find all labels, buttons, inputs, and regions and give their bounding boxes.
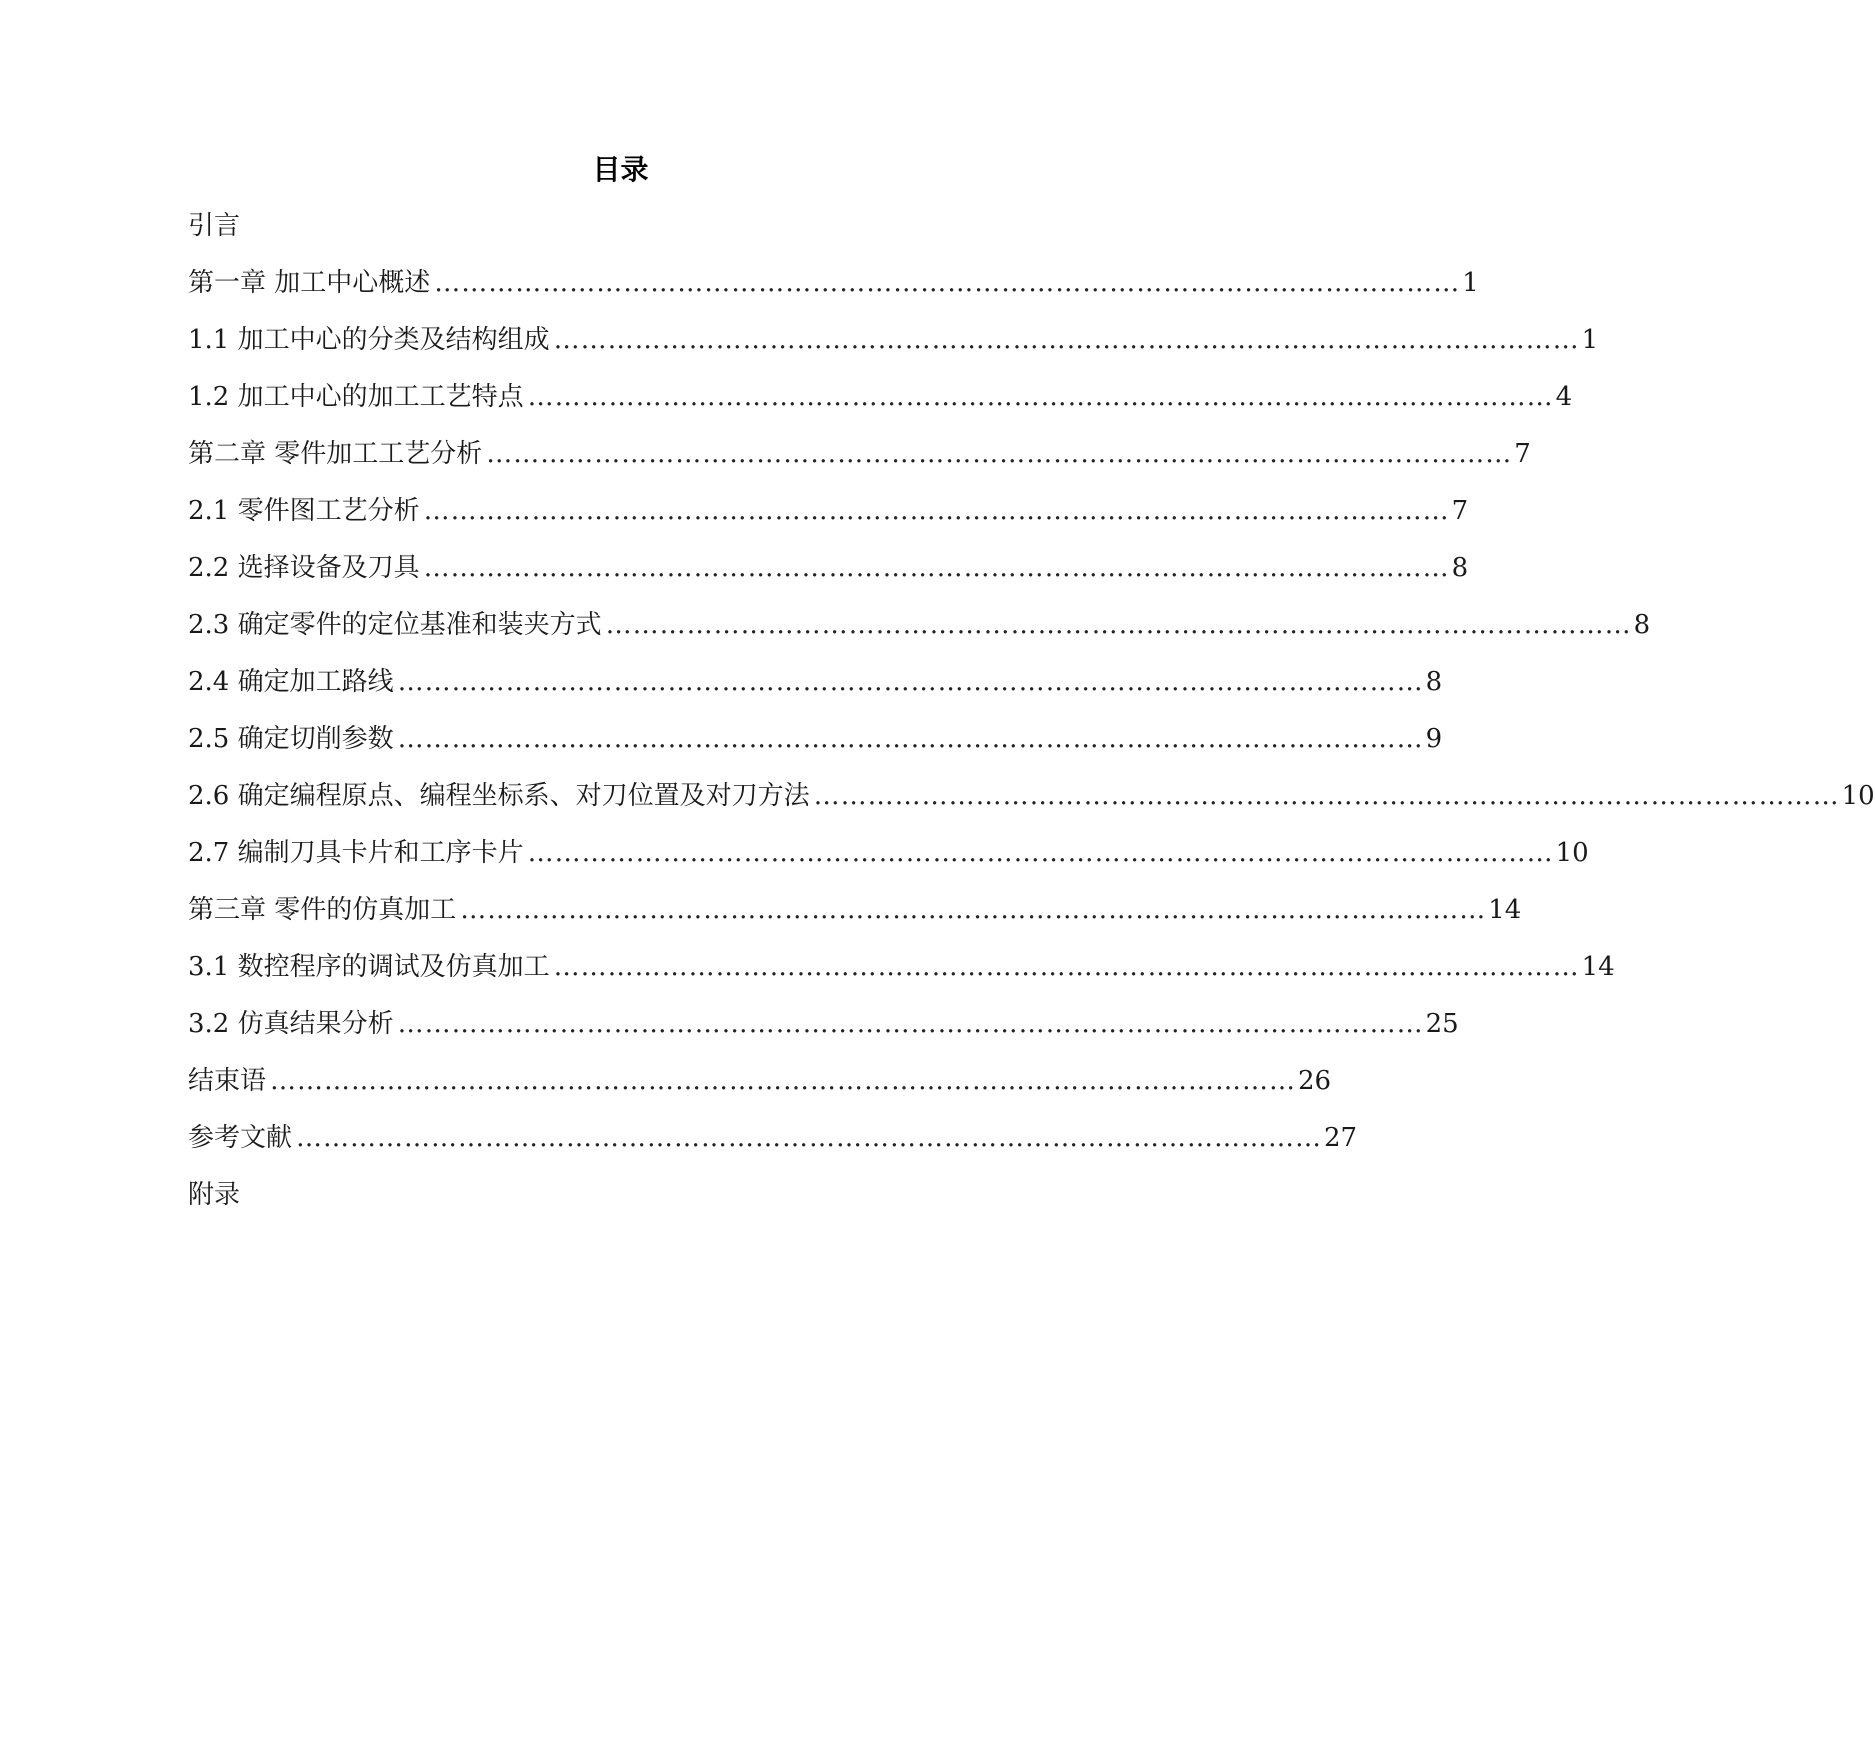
- toc-entry-label: 参考文献: [188, 1123, 293, 1153]
- toc-dot-leader: ……………………………………………………………………………………………………: [813, 781, 1840, 811]
- toc-entry-label: 1.2 加工中心的加工工艺特点: [188, 382, 524, 412]
- toc-entry-page-number: 14: [1581, 952, 1615, 982]
- toc-dot-leader: ……………………………………………………………………………………………………: [605, 610, 1632, 640]
- table-of-contents: [188, 206, 1875, 1232]
- toc-entry-label: 第一章 加工中心概述: [188, 268, 431, 298]
- toc-dot-leader: ……………………………………………………………………………………………………: [270, 1066, 1297, 1096]
- toc-entry-page-number: 27: [1324, 1123, 1358, 1153]
- toc-entry: [188, 890, 1522, 930]
- toc-entry-page-number: 7: [1514, 439, 1531, 469]
- toc-entry-label: 2.5 确定切削参数: [188, 724, 394, 754]
- toc-entry-label: 2.2 选择设备及刀具: [188, 553, 420, 583]
- toc-entry-page-number: 10: [1841, 781, 1875, 811]
- toc-dot-leader: ……………………………………………………………………………………………………: [553, 325, 1580, 355]
- toc-dot-leader: ……………………………………………………………………………………………………: [434, 268, 1461, 298]
- toc-entry: [188, 1061, 1332, 1101]
- toc-entry-page-number: 7: [1451, 496, 1469, 526]
- toc-entry: [188, 206, 1008, 246]
- toc-dot-leader: ……………………………………………………………………………………………………: [397, 667, 1424, 697]
- toc-entry: [188, 605, 1651, 645]
- toc-dot-leader: ……………………………………………………………………………………………………: [397, 724, 1424, 754]
- toc-entry: [188, 776, 1875, 816]
- toc-dot-leader: ……………………………………………………………………………………………………: [423, 553, 1450, 583]
- toc-entry: [188, 1004, 1459, 1044]
- toc-entry-label: 2.7 编制刀具卡片和工序卡片: [188, 838, 524, 868]
- toc-entry: [188, 491, 1469, 531]
- toc-entry-page-number: 26: [1298, 1066, 1332, 1096]
- toc-entry: [188, 662, 1443, 702]
- toc-entry-page-number: 8: [1633, 610, 1651, 640]
- toc-entry: [188, 1118, 1358, 1158]
- toc-dot-leader: ……………………………………………………………………………………………………: [486, 439, 1513, 469]
- toc-entry-page-number: 10: [1555, 838, 1589, 868]
- toc-entry-page-number: 1: [1581, 325, 1599, 355]
- toc-dot-leader: ……………………………………………………………………………………………………: [460, 895, 1487, 925]
- toc-entry-label: 2.6 确定编程原点、编程坐标系、对刀位置及对刀方法: [188, 781, 810, 811]
- toc-entry: [188, 548, 1469, 588]
- toc-entry-label: 第三章 零件的仿真加工: [188, 895, 457, 925]
- toc-dot-leader: ……………………………………………………………………………………………………: [296, 1123, 1323, 1153]
- toc-entry-page-number: 8: [1451, 553, 1469, 583]
- toc-dot-leader: ……………………………………………………………………………………………………: [527, 838, 1554, 868]
- toc-dot-leader: ……………………………………………………………………………………………………: [423, 496, 1450, 526]
- toc-entry-label: 1.1 加工中心的分类及结构组成: [188, 325, 550, 355]
- toc-dot-leader: ……………………………………………………………………………………………………: [553, 952, 1580, 982]
- toc-entry: [188, 377, 1573, 417]
- toc-entry-label: 3.1 数控程序的调试及仿真加工: [188, 952, 550, 982]
- toc-dot-leader: ……………………………………………………………………………………………………: [397, 1009, 1424, 1039]
- toc-title: 目录: [592, 153, 649, 186]
- toc-entry: [188, 263, 1479, 303]
- toc-entry-label: 2.4 确定加工路线: [188, 667, 394, 697]
- toc-entry-page-number: 25: [1425, 1009, 1459, 1039]
- toc-entry: [188, 833, 1589, 873]
- toc-entry: [188, 320, 1599, 360]
- toc-entry-label: 结束语: [188, 1066, 267, 1096]
- toc-entry-label: 2.1 零件图工艺分析: [188, 496, 420, 526]
- toc-dot-leader: ……………………………………………………………………………………………………: [527, 382, 1554, 412]
- toc-entry-label: 3.2 仿真结果分析: [188, 1009, 394, 1039]
- toc-entry-label: 2.3 确定零件的定位基准和装夹方式: [188, 610, 602, 640]
- toc-entry-label: 附录: [188, 1180, 241, 1210]
- toc-entry: [188, 434, 1531, 474]
- toc-entry-label: 引言: [188, 211, 241, 241]
- toc-entry-label: 第二章 零件加工工艺分析: [188, 439, 483, 469]
- toc-entry-page-number: 9: [1425, 724, 1443, 754]
- toc-entry-page-number: 14: [1488, 895, 1522, 925]
- toc-entry: [188, 719, 1443, 759]
- toc-entry: [188, 947, 1615, 987]
- toc-entry-page-number: 4: [1555, 382, 1573, 412]
- toc-entry: [188, 1175, 1008, 1215]
- toc-entry-page-number: 1: [1462, 268, 1479, 298]
- toc-entry-page-number: 8: [1425, 667, 1443, 697]
